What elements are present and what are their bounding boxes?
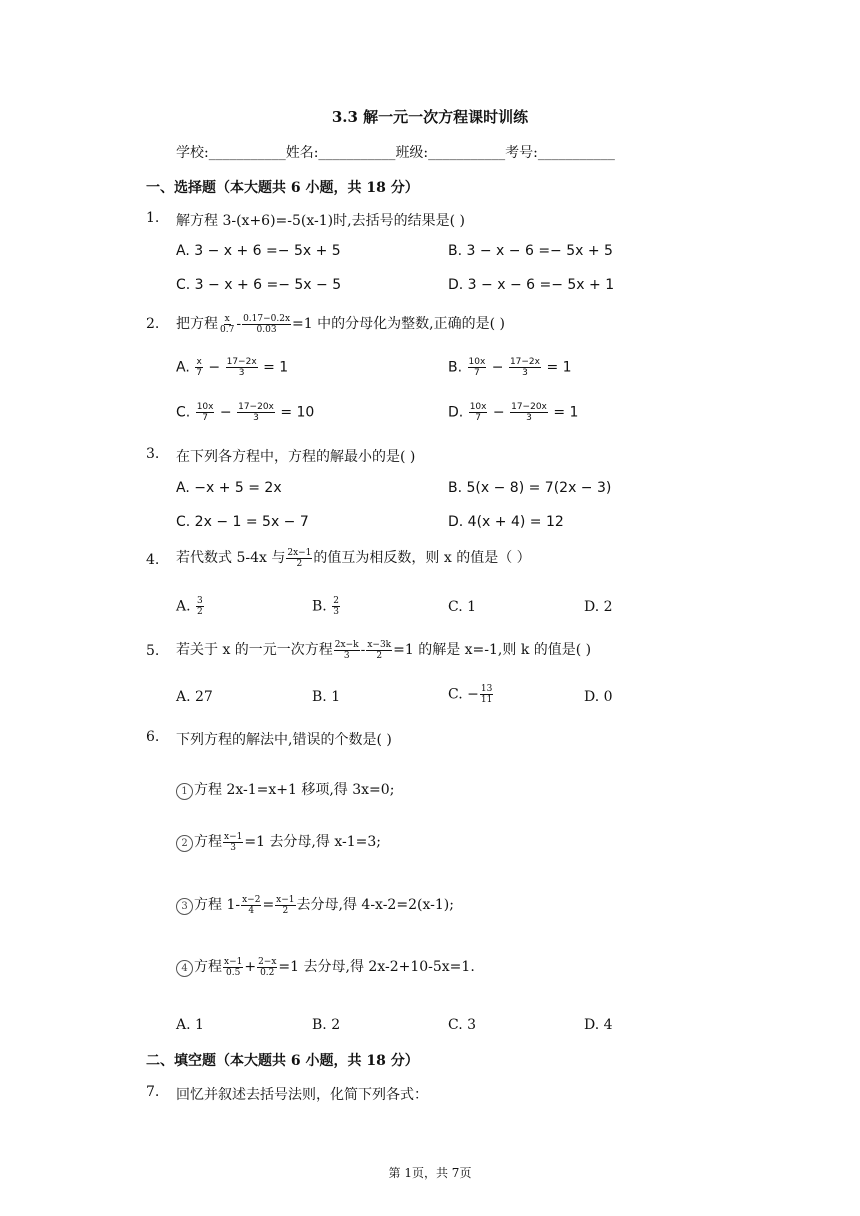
question-number: 1. (146, 210, 160, 226)
question-number: 4. (146, 552, 160, 568)
section-fill: 二、填空题（本大题共 6 小题，共 18 分） (146, 1053, 419, 1069)
q6-item-2: 2 方程 $\frac{x-1}{3}$ =1 去分母,得 x-1=3; (176, 831, 381, 853)
circled-number-icon: 3 (176, 898, 193, 915)
q6-item-1: 1 方程 2x-1=x+1 移项,得 3x=0; (176, 779, 394, 800)
question-2 (0, 313, 860, 337)
option-c[interactable]: C. − $\frac{13}{11}$ (448, 684, 493, 705)
question-text: 若代数式 5-4x 与 $\frac{2x-1}{2}$ 的值互为相反数，则 x 的值是（ ） (176, 547, 531, 569)
header-fields (176, 142, 615, 162)
question-4 (0, 547, 860, 571)
option-d[interactable]: D. 4 (584, 1017, 613, 1033)
option-b[interactable]: B. $\frac{2}{3}$ (312, 596, 339, 617)
school-field[interactable]: 学校:___________ (176, 145, 286, 161)
question-5 (0, 639, 860, 663)
q6-item-4: 4 方程 $\frac{x-1}{0.5}$ + $\frac{2-x}{0.2}$ =1 去分母,得 2x-2+10-5x=1. (176, 956, 475, 978)
option-c[interactable]: C. 1 (448, 599, 477, 615)
option-b[interactable]: B. 5(x − 8) = 7(2x − 3) (448, 480, 612, 496)
question-text: 把方程 $\frac{x}{0.7}$ - $\frac{0.17-0.2x}{0.03}$ =1 中的分母化为整数,正确的是( ) (176, 313, 505, 335)
option-b[interactable]: B. $\frac{10x}{7}$ − $\frac{17-2x}{3}$ = 1 (448, 357, 572, 378)
option-d[interactable]: D. 3 − x − 6 =− 5x + 1 (448, 277, 615, 293)
question-text: 若关于 x 的一元一次方程 $\frac{2x-k}{3}$ - $\frac{x-3k}{2}$ =1 的解是 x=-1,则 k 的值是( ) (176, 639, 592, 661)
question-text: 下列方程的解法中,错误的个数是( ) (176, 732, 392, 748)
page-footer: 第 1页，共 7页 (388, 1166, 472, 1180)
circled-number-icon: 1 (176, 783, 193, 800)
option-a[interactable]: A. $\frac{x}{7}$ − $\frac{17-2x}{3}$ = 1 (176, 357, 289, 378)
option-a[interactable]: A. −x + 5 = 2x (176, 480, 282, 496)
option-b[interactable]: B. 2 (312, 1017, 341, 1033)
q6-item-3: 3 方程 1- $\frac{x-2}{4}$ = $\frac{x-1}{2}$ 去分母,得 4-x-2=2(x-1); (176, 894, 454, 916)
question-text: 解方程 3-(x+6)=-5(x-1)时,去括号的结果是( ) (176, 213, 465, 229)
section-choice: 一、选择题（本大题共 6 小题，共 18 分） (146, 180, 419, 196)
name-field[interactable]: 姓名:___________ (285, 145, 396, 161)
option-d[interactable]: D. 4(x + 4) = 12 (448, 514, 564, 530)
fraction: $\frac{2x-1}{2}$ (287, 547, 312, 569)
page-title: 3.3 解一元一次方程课时训练 (331, 108, 529, 126)
option-c[interactable]: C. 3 − x + 6 =− 5x − 5 (176, 277, 342, 293)
question-number: 7. (146, 1084, 160, 1100)
option-d[interactable]: D. 2 (584, 599, 613, 615)
circled-number-icon: 4 (176, 960, 193, 977)
fraction: $\frac{x-3k}{2}$ (367, 639, 392, 661)
question-text: 在下列各方程中，方程的解最小的是( ) (176, 449, 416, 465)
option-a[interactable]: A. 1 (176, 1017, 204, 1033)
option-b[interactable]: B. 1 (312, 689, 341, 705)
question-number: 5. (146, 643, 160, 659)
circled-number-icon: 2 (176, 835, 193, 852)
question-number: 2. (146, 316, 160, 332)
option-a[interactable]: A. 27 (176, 689, 213, 705)
option-c[interactable]: C. 2x − 1 = 5x − 7 (176, 514, 309, 530)
question-number: 3. (146, 446, 160, 462)
question-number: 6. (146, 729, 160, 745)
class-field[interactable]: 班级:___________ (395, 145, 506, 161)
option-d[interactable]: D. $\frac{10x}{7}$ − $\frac{17-20x}{3}$ = 1 (448, 402, 579, 423)
option-c[interactable]: C. 3 (448, 1017, 477, 1033)
exam-no-field[interactable]: 考号:___________ (505, 145, 615, 161)
option-a[interactable]: A. $\frac{3}{2}$ (176, 596, 203, 617)
fraction: $\frac{x}{0.7}$ (220, 313, 235, 335)
option-c[interactable]: C. $\frac{10x}{7}$ − $\frac{17-20x}{3}$ = 10 (176, 402, 315, 423)
option-a[interactable]: A. 3 − x + 6 =− 5x + 5 (176, 243, 341, 259)
option-b[interactable]: B. 3 − x − 6 =− 5x + 5 (448, 243, 613, 259)
fraction: $\frac{0.17-0.2x}{0.03}$ (243, 313, 291, 335)
option-d[interactable]: D. 0 (584, 689, 613, 705)
question-text: 回忆并叙述去括号法则，化简下列各式： (176, 1087, 428, 1103)
fraction: $\frac{2x-k}{3}$ (334, 639, 359, 661)
